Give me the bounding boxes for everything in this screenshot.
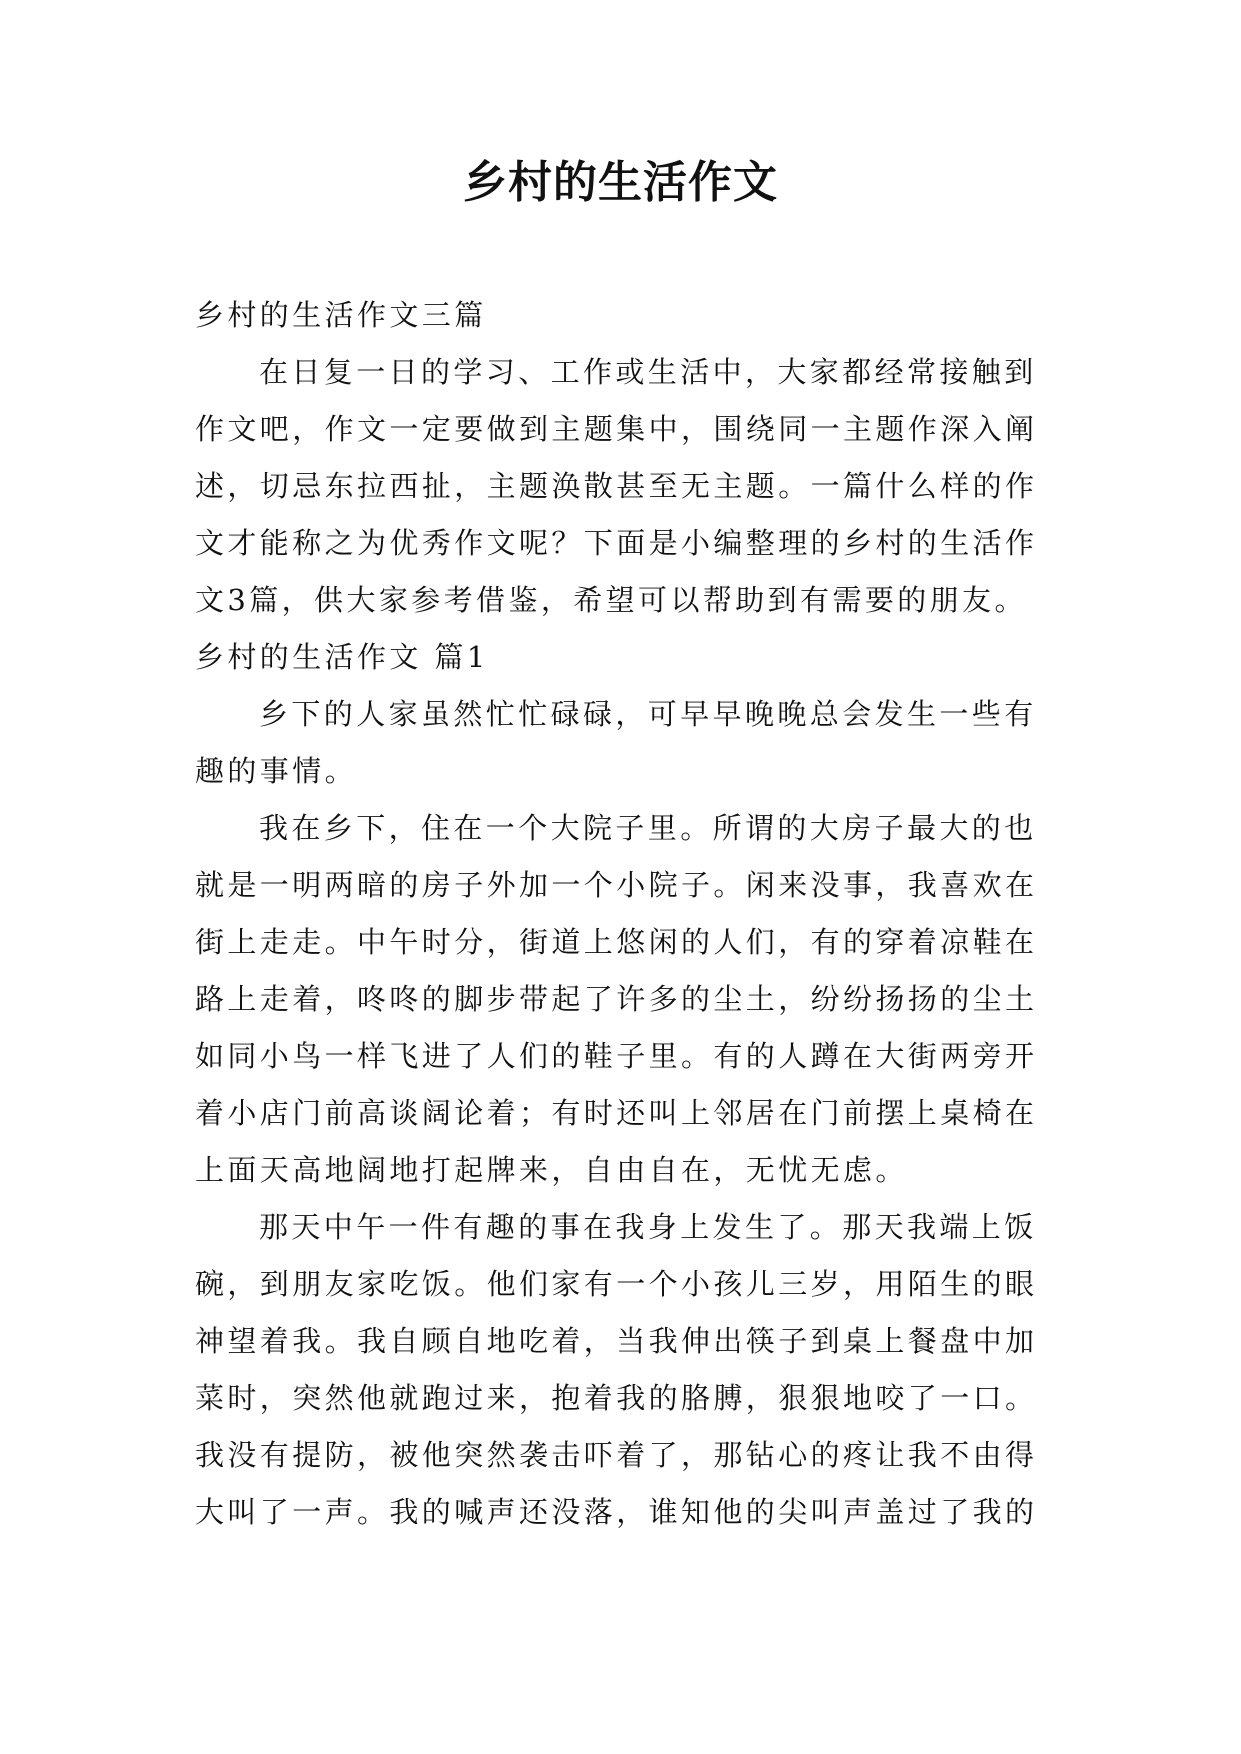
section-heading: 乡村的生活作文 篇1 bbox=[195, 640, 489, 674]
body-paragraph: 乡下的人家虽然忙忙碌碌，可早早晚晚总会发生一些有趣的事情。 bbox=[195, 697, 1037, 788]
body-paragraph: 我在乡下，住在一个大院子里。所谓的大房子最大的也就是一明两暗的房子外加一个小院子。闲来没事，我喜欢在街上走走。中午时分，街道上悠闲的人们，有的穿着凉鞋在路上走着，咚咚的脚步带起了许多的尘土，纷纷扬扬的尘土如同小鸟一样飞进了人们的鞋子里。有的人蹲在大街两旁开着小店门前高谈阔论着；有时还叫上邻居在门前摆上桌椅在上面天高地阔地打起牌来，自由自在，无忧无虑。 bbox=[195, 811, 1038, 1187]
intro-paragraph: 在日复一日的学习、工作或生活中，大家都经常接触到作文吧，作文一定要做到主题集中，围绕同一主题作深入阐述，切忌东拉西扯，主题涣散甚至无主题。一篇什么样的作文才能称之为优秀作文呢？下面是小编整理的乡村的生活作文3篇，供大家参考借鉴，希望可以帮助到有需要的朋友。 bbox=[195, 355, 1038, 617]
document-subtitle: 乡村的生活作文三篇 bbox=[195, 298, 487, 332]
document-title: 乡村的生活作文 bbox=[463, 157, 778, 208]
body-paragraph: 那天中午一件有趣的事在我身上发生了。那天我端上饭碗，到朋友家吃饭。他们家有一个小孩儿三岁，用陌生的眼神望着我。我自顾自地吃着，当我伸出筷子到桌上餐盘中加菜时，突然他就跑过来，抱着我的胳膊，狠狠地咬了一口。我没有提防，被他突然袭击吓着了，那钻心的疼让我不由得大叫了一声。我的喊声还没落，谁知他的尖叫声盖过了我的 bbox=[195, 1210, 1038, 1529]
document-body bbox=[195, 287, 1055, 1541]
